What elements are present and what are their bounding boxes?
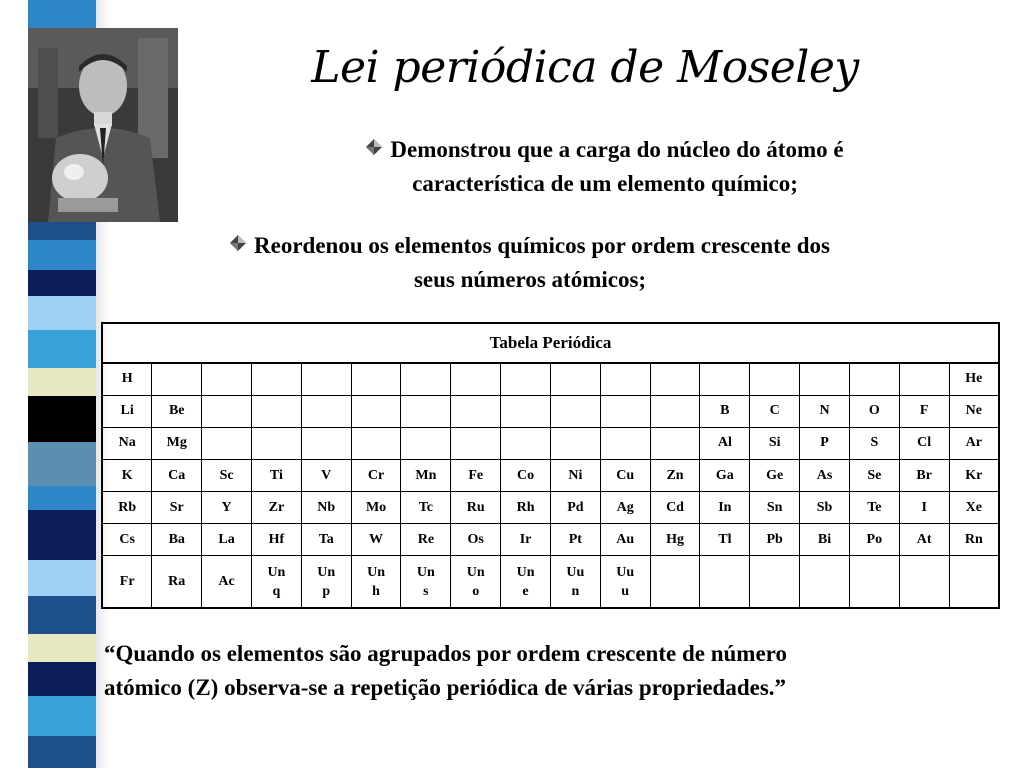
bullet-2-line-2: seus números atómicos;	[413, 267, 647, 292]
element-cell: Pd	[550, 492, 600, 524]
element-cell: Cs	[102, 524, 152, 556]
element-cell	[301, 363, 351, 395]
element-cell	[800, 556, 850, 608]
element-cell: Te	[849, 492, 899, 524]
element-symbol-part: Un	[416, 564, 435, 580]
element-cell	[202, 395, 252, 427]
element-symbol-part: Un	[317, 564, 336, 580]
element-symbol-part: p	[322, 583, 331, 599]
element-cell: Si	[750, 427, 800, 459]
element-symbol-part: u	[621, 583, 630, 599]
element-cell: Fr	[102, 556, 152, 608]
periodic-table-title: Tabela Periódica	[102, 323, 999, 363]
element-cell	[501, 363, 551, 395]
element-cell	[600, 395, 650, 427]
periodic-table	[101, 322, 1000, 609]
element-symbol-part: Uu	[616, 564, 635, 580]
element-cell: Rb	[102, 492, 152, 524]
element-cell	[251, 395, 301, 427]
element-cell: I	[899, 492, 949, 524]
element-cell: Zr	[251, 492, 301, 524]
element-symbol-part: e	[522, 583, 529, 599]
element-cell	[899, 556, 949, 608]
table-row	[102, 427, 999, 459]
element-cell: F	[899, 395, 949, 427]
element-cell: P	[800, 427, 850, 459]
element-cell: Se	[849, 459, 899, 491]
element-cell: Cd	[650, 492, 700, 524]
element-cell	[401, 395, 451, 427]
element-cell	[600, 427, 650, 459]
element-cell	[849, 556, 899, 608]
element-symbol-part: o	[472, 583, 480, 599]
element-cell: Ne	[949, 395, 999, 427]
element-cell	[899, 363, 949, 395]
element-cell	[550, 363, 600, 395]
element-cell	[351, 556, 401, 608]
element-cell: La	[202, 524, 252, 556]
element-cell: Rh	[501, 492, 551, 524]
element-cell: Zn	[650, 459, 700, 491]
element-cell	[251, 556, 301, 608]
element-cell: N	[800, 395, 850, 427]
element-cell	[351, 363, 401, 395]
element-cell: Mn	[401, 459, 451, 491]
element-cell: Cu	[600, 459, 650, 491]
element-cell: Ru	[451, 492, 501, 524]
element-cell: Mg	[152, 427, 202, 459]
element-cell: Co	[501, 459, 551, 491]
element-cell: Xe	[949, 492, 999, 524]
element-cell: Hf	[251, 524, 301, 556]
element-cell: Au	[600, 524, 650, 556]
element-cell: Kr	[949, 459, 999, 491]
element-cell	[351, 395, 401, 427]
element-cell: B	[700, 395, 750, 427]
element-cell	[700, 363, 750, 395]
element-cell	[451, 395, 501, 427]
element-cell: Ti	[251, 459, 301, 491]
table-row	[102, 556, 999, 608]
quote-line-1: “Quando os elementos são agrupados por ordem crescente de número	[104, 641, 787, 666]
bullet-2	[110, 229, 950, 297]
element-cell	[401, 427, 451, 459]
table-row	[102, 363, 999, 395]
element-cell	[152, 363, 202, 395]
element-cell: Ar	[949, 427, 999, 459]
table-row	[102, 459, 999, 491]
element-cell: V	[301, 459, 351, 491]
element-cell: Ir	[501, 524, 551, 556]
element-symbol-part: Un	[267, 564, 286, 580]
element-cell: Tc	[401, 492, 451, 524]
element-cell: Ag	[600, 492, 650, 524]
quote-line-2: atómico (Z) observa-se a repetição periódica de várias propriedades.”	[104, 675, 787, 700]
element-cell: Al	[700, 427, 750, 459]
element-cell: Hg	[650, 524, 700, 556]
element-cell: Y	[202, 492, 252, 524]
element-cell: Ta	[301, 524, 351, 556]
element-cell	[451, 363, 501, 395]
element-cell	[301, 427, 351, 459]
bullet-1-line-2: característica de um elemento químico;	[412, 171, 798, 196]
element-cell	[550, 427, 600, 459]
element-cell	[202, 427, 252, 459]
element-cell	[650, 556, 700, 608]
element-symbol-part: q	[272, 583, 281, 599]
element-cell: Pb	[750, 524, 800, 556]
element-symbol-part: s	[423, 583, 429, 599]
element-cell: Sr	[152, 492, 202, 524]
element-cell: Na	[102, 427, 152, 459]
element-cell: Rn	[949, 524, 999, 556]
element-cell	[650, 363, 700, 395]
table-row	[102, 395, 999, 427]
table-row	[102, 524, 999, 556]
element-cell: Nb	[301, 492, 351, 524]
element-cell	[451, 427, 501, 459]
element-cell	[351, 427, 401, 459]
element-cell	[251, 427, 301, 459]
element-cell: Sn	[750, 492, 800, 524]
element-cell	[600, 556, 650, 608]
element-cell: Bi	[800, 524, 850, 556]
element-cell	[501, 395, 551, 427]
element-cell: Ra	[152, 556, 202, 608]
bullet-1	[270, 133, 940, 201]
element-cell: K	[102, 459, 152, 491]
element-cell: As	[800, 459, 850, 491]
moseley-portrait-photo	[28, 28, 178, 222]
slide-title: Lei periódica de Moseley	[311, 42, 859, 93]
element-cell	[600, 363, 650, 395]
element-cell: Po	[849, 524, 899, 556]
element-cell: Ca	[152, 459, 202, 491]
element-cell	[750, 556, 800, 608]
element-symbol-part: Un	[466, 564, 485, 580]
element-cell	[700, 556, 750, 608]
element-cell	[750, 363, 800, 395]
element-cell: Be	[152, 395, 202, 427]
element-cell: He	[949, 363, 999, 395]
element-cell: Ba	[152, 524, 202, 556]
element-cell	[301, 395, 351, 427]
element-cell	[550, 395, 600, 427]
element-cell: O	[849, 395, 899, 427]
element-cell: C	[750, 395, 800, 427]
element-cell: Ni	[550, 459, 600, 491]
element-cell: Li	[102, 395, 152, 427]
element-cell	[202, 363, 252, 395]
element-cell: Ga	[700, 459, 750, 491]
element-symbol-part: n	[571, 583, 580, 599]
moseley-quote	[104, 637, 1016, 705]
element-cell: Fe	[451, 459, 501, 491]
element-cell: Pt	[550, 524, 600, 556]
element-cell	[501, 556, 551, 608]
table-row	[102, 492, 999, 524]
element-cell	[401, 363, 451, 395]
element-cell	[800, 363, 850, 395]
element-cell: Cl	[899, 427, 949, 459]
element-cell: Ac	[202, 556, 252, 608]
element-symbol-part: Uu	[566, 564, 585, 580]
element-cell: Ge	[750, 459, 800, 491]
element-cell: At	[899, 524, 949, 556]
diamond-bullet-icon	[230, 235, 246, 251]
diamond-bullet-icon	[366, 139, 382, 155]
bullet-2-line-1: Reordenou os elementos químicos por ordem crescente dos	[254, 233, 830, 258]
element-cell	[501, 427, 551, 459]
element-cell	[849, 363, 899, 395]
element-cell: H	[102, 363, 152, 395]
element-cell: In	[700, 492, 750, 524]
element-cell: Re	[401, 524, 451, 556]
bullet-1-line-1: Demonstrou que a carga do núcleo do átomo é	[390, 137, 844, 162]
element-cell	[301, 556, 351, 608]
element-cell: Cr	[351, 459, 401, 491]
element-cell	[550, 556, 600, 608]
element-cell	[949, 556, 999, 608]
element-cell	[650, 427, 700, 459]
element-symbol-part: Un	[516, 564, 535, 580]
element-cell: Sb	[800, 492, 850, 524]
element-cell: Os	[451, 524, 501, 556]
element-cell	[650, 395, 700, 427]
element-cell: Mo	[351, 492, 401, 524]
element-cell	[451, 556, 501, 608]
element-cell: Br	[899, 459, 949, 491]
element-cell	[251, 363, 301, 395]
element-symbol-part: Un	[367, 564, 385, 580]
element-cell: W	[351, 524, 401, 556]
element-cell: S	[849, 427, 899, 459]
element-symbol-part: h	[372, 583, 380, 599]
element-cell: Sc	[202, 459, 252, 491]
element-cell	[401, 556, 451, 608]
element-cell: Tl	[700, 524, 750, 556]
